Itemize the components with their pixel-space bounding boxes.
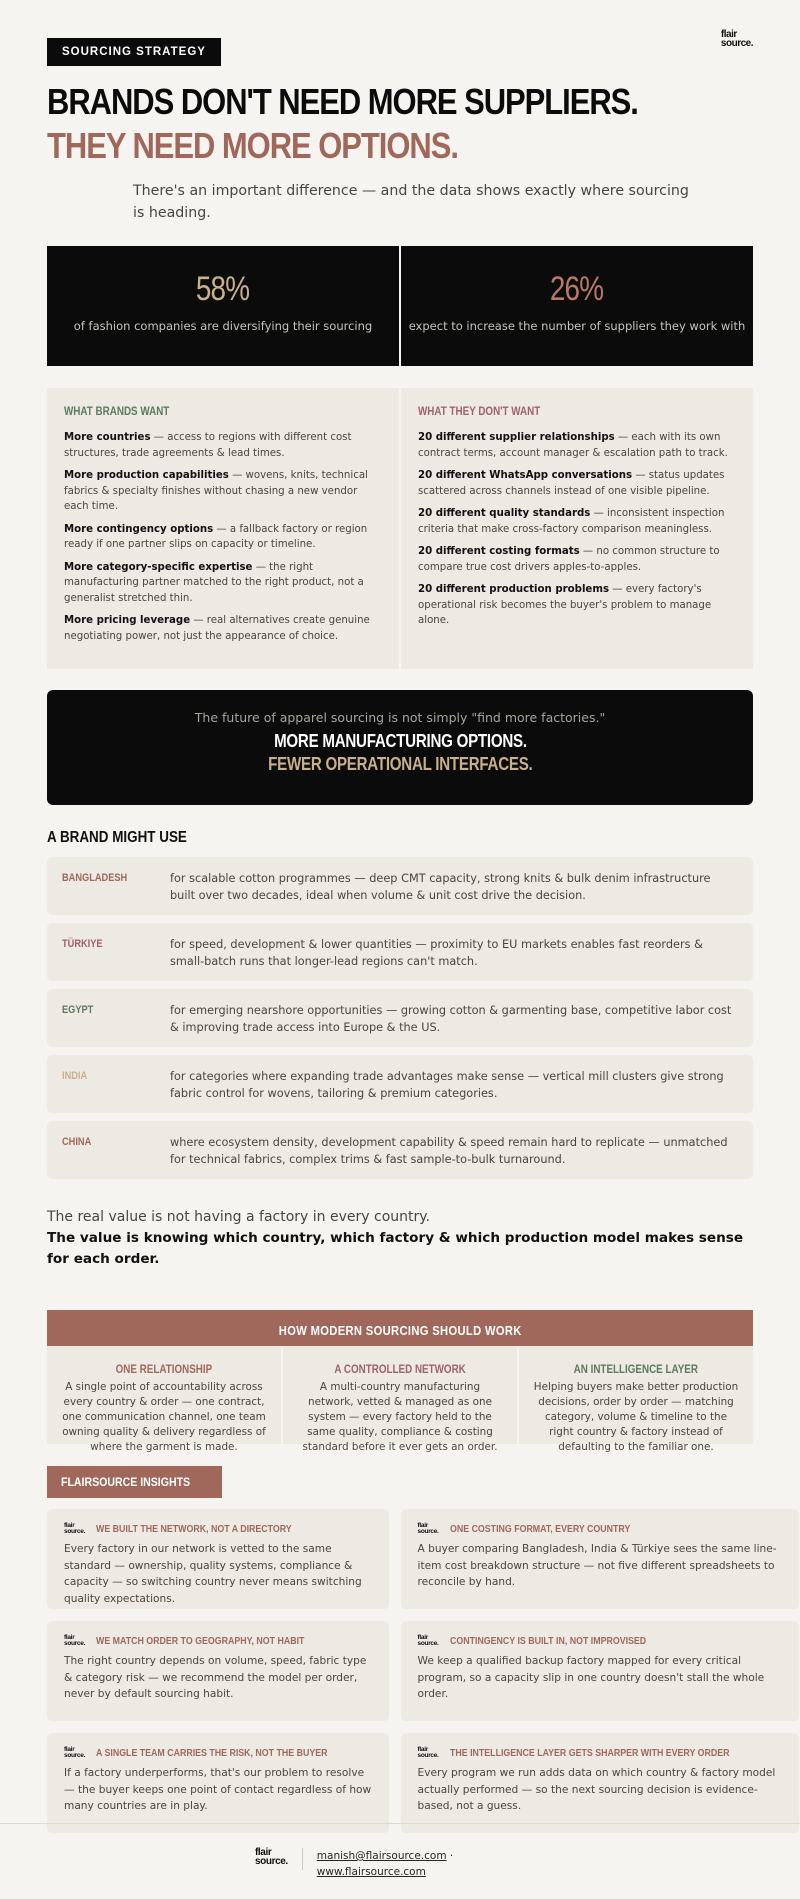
- insight-text: The right country depends on volume, speed, fabric type & category risk — we recommend the model per order, never by default sourcing habit.: [64, 1655, 367, 1700]
- list-item: More pricing leverage — real alternatives create genuine negotiating power, not just the appearance of choice.: [64, 615, 370, 642]
- country-description: for scalable cotton programmes — deep CMT capacity, strong knits & bulk denim infrastructure built over two decades, ideal when volume & unit cost drive the decision.: [170, 872, 711, 902]
- insights-tag: FLAIRSOURCE INSIGHTS: [47, 1466, 222, 1498]
- footer-contact: [317, 1848, 453, 1880]
- list-item: More contingency options — a fallback factory or region ready if one partner slips on capacity or timeline.: [64, 523, 368, 550]
- list-item: More production capabilities — wovens, knits, technical fabrics & specialty finishes without chasing a new vendor each time.: [64, 470, 368, 512]
- how-column-title: ONE RELATIONSHIP: [115, 1362, 213, 1376]
- how-column: [519, 1346, 753, 1453]
- how-column-title: A CONTROLLED NETWORK: [334, 1362, 466, 1376]
- mini-logo: flair source.: [64, 1522, 86, 1535]
- country-description: for categories where expanding trade advantages make sense — vertical mill clusters give strong fabric control for wovens, tailoring & premium categories.: [170, 1070, 724, 1100]
- future-headline-2: FEWER OPERATIONAL INTERFACES.: [267, 754, 533, 774]
- headline-secondary: THEY NEED MORE OPTIONS.: [47, 125, 458, 166]
- how-column: [47, 1346, 281, 1453]
- stat-card: [47, 246, 399, 366]
- insight-text: If a factory underperforms, that's our problem to resolve — the buyer keeps one point of contact regardless of how many countries are in play.: [64, 1767, 372, 1812]
- country-name: BANGLADESH: [62, 872, 128, 884]
- country-name: INDIA: [62, 1070, 88, 1082]
- website-link[interactable]: www.flairsource.com: [316, 1866, 426, 1878]
- list-item: 20 different supplier relationships — each with its own contract terms, account manager & escalation path to track.: [418, 432, 728, 459]
- footer: [0, 1823, 800, 1899]
- insight-card: [47, 1621, 389, 1721]
- insight-title: A SINGLE TEAM CARRIES THE RISK, NOT THE BUYER: [96, 1747, 328, 1759]
- insight-title: CONTINGENCY IS BUILT IN, NOT IMPROVISED: [449, 1635, 646, 1647]
- value-line-1: The real value is not having a factory in every country.: [47, 1209, 430, 1225]
- list-item: More countries — access to regions with different cost structures, trade agreements & lead times.: [64, 432, 352, 459]
- brands-want-column: [47, 388, 399, 669]
- how-column-text: Helping buyers make better production decisions, order by order — matching category, volume & timeline to the right country & factory instead of defaulting to the familiar one.: [533, 1381, 739, 1453]
- logo-line-1: flair: [720, 29, 737, 40]
- country-name: EGYPT: [62, 1004, 94, 1016]
- insight-title: WE BUILT THE NETWORK, NOT A DIRECTORY: [96, 1523, 292, 1535]
- country-row: [47, 857, 753, 915]
- country-name: CHINA: [62, 1136, 92, 1148]
- country-name: TÜRKIYE: [62, 938, 103, 950]
- logo-line-2: source.: [720, 38, 753, 49]
- list-item: 20 different WhatsApp conversations — status updates scattered across channels instead of one visible pipeline.: [418, 470, 725, 497]
- insight-title: THE INTELLIGENCE LAYER GETS SHARPER WITH EVERY ORDER: [449, 1747, 730, 1759]
- stats-row: [47, 246, 753, 366]
- how-column: [283, 1346, 517, 1453]
- insight-card: [401, 1621, 800, 1721]
- brand-use-title: A BRAND MIGHT USE: [47, 829, 187, 846]
- list-item: 20 different quality standards — inconsistent inspection criteria that make cross-factory comparison meaningless.: [418, 508, 725, 535]
- how-sourcing-section: [47, 1310, 753, 1453]
- lead-paragraph: There's an important difference — and the data shows exactly where sourcing is heading.: [133, 183, 689, 221]
- value-statement: [47, 1207, 753, 1270]
- insight-card: [401, 1733, 800, 1833]
- list-item: 20 different costing formats — no common structure to compare true cost drivers apples-to-apples.: [418, 546, 720, 573]
- country-row: [47, 1121, 753, 1179]
- insight-card: [47, 1509, 389, 1609]
- brand-logo[interactable]: [721, 30, 753, 48]
- mini-logo: flair source.: [64, 1634, 86, 1647]
- mini-logo: flair source.: [417, 1634, 439, 1647]
- how-columns: [47, 1346, 753, 1453]
- column-title: WHAT THEY DON'T WANT: [418, 404, 541, 418]
- insight-title: WE MATCH ORDER TO GEOGRAPHY, NOT HABIT: [96, 1635, 305, 1647]
- mini-logo: flair source.: [417, 1746, 439, 1759]
- insight-text: A buyer comparing Bangladesh, India & Türkiye sees the same line-item cost breakdown structure — not five different spreadsheets to reconcile by hand.: [417, 1543, 777, 1588]
- column-title: WHAT BRANDS WANT: [64, 404, 170, 418]
- country-row: [47, 923, 753, 981]
- insight-text: Every program we run adds data on which country & factory model actually performed — so the next sourcing decision is evidence-based, not a guess.: [417, 1767, 776, 1812]
- how-header: [47, 1310, 753, 1346]
- stat-value: 26%: [550, 270, 604, 308]
- list-item: More category-specific expertise — the right manufacturing partner matched to the right product, not a generalist stretched thin.: [64, 561, 364, 604]
- insight-card: [47, 1733, 389, 1833]
- stat-card: [401, 246, 753, 366]
- country-row: [47, 989, 753, 1047]
- how-column-text: A single point of accountability across every country & order — one contract, one communication channel, one team owning quality & delivery regardless of where the garment is made.: [62, 1381, 266, 1453]
- country-description: for emerging nearshore opportunities — growing cotton & garmenting base, competitive labor cost & improving trade access into Europe & the US.: [170, 1004, 732, 1034]
- how-title: HOW MODERN SOURCING SHOULD WORK: [278, 1323, 522, 1338]
- insights-grid: [47, 1509, 777, 1833]
- stat-value: 58%: [196, 270, 250, 308]
- insight-text: Every factory in our network is vetted to the same standard — ownership, quality systems, compliance & capacity — so switching country never means switching quality expectations.: [64, 1543, 362, 1605]
- future-banner: [47, 690, 753, 805]
- insight-text: We keep a qualified backup factory mapped for every critical program, so a capacity slip in one country doesn't stall the whole order.: [417, 1655, 765, 1700]
- headline-primary: BRANDS DON'T NEED MORE SUPPLIERS.: [47, 81, 638, 122]
- country-row: [47, 1055, 753, 1113]
- stat-caption: of fashion companies are diversifying their sourcing: [73, 319, 373, 333]
- mini-logo: flair source.: [64, 1746, 86, 1759]
- insight-card: [401, 1509, 800, 1609]
- country-description: for speed, development & lower quantities — proximity to EU markets enables fast reorders & small-batch runs that longer-lead regions can't match.: [170, 938, 703, 968]
- country-list: [47, 857, 753, 1179]
- country-description: where ecosystem density, development capability & speed remain hard to replicate — unmatched for technical fabrics, complex trims & fast sample-to-bulk turnaround.: [170, 1136, 728, 1166]
- mini-logo: flair source.: [417, 1522, 439, 1535]
- list-item: 20 different production problems — every factory's operational risk becomes the buyer's problem to manage alone.: [418, 584, 712, 626]
- value-line-2: The value is knowing which country, which factory & which production model makes sense for each order.: [47, 1230, 744, 1267]
- how-column-title: AN INTELLIGENCE LAYER: [573, 1362, 699, 1376]
- dont-want-column: [401, 388, 753, 669]
- how-column-text: A multi-country manufacturing network, vetted & managed as one system — every factory held to the same quality, compliance & costing standard before it ever gets an order.: [302, 1381, 498, 1453]
- stat-caption: expect to increase the number of suppliers they work with: [408, 319, 746, 333]
- email-link[interactable]: manish@flairsource.com: [316, 1850, 447, 1862]
- wants-comparison: [47, 388, 753, 669]
- footer-logo[interactable]: flair source.: [255, 1848, 303, 1870]
- insight-title: ONE COSTING FORMAT, EVERY COUNTRY: [449, 1523, 630, 1535]
- header: [0, 0, 800, 224]
- section-tag: SOURCING STRATEGY: [47, 38, 221, 66]
- future-intro: The future of apparel sourcing is not simply "find more factories.": [194, 710, 606, 725]
- future-headline-1: MORE MANUFACTURING OPTIONS.: [273, 731, 527, 751]
- separator: ·: [449, 1850, 454, 1862]
